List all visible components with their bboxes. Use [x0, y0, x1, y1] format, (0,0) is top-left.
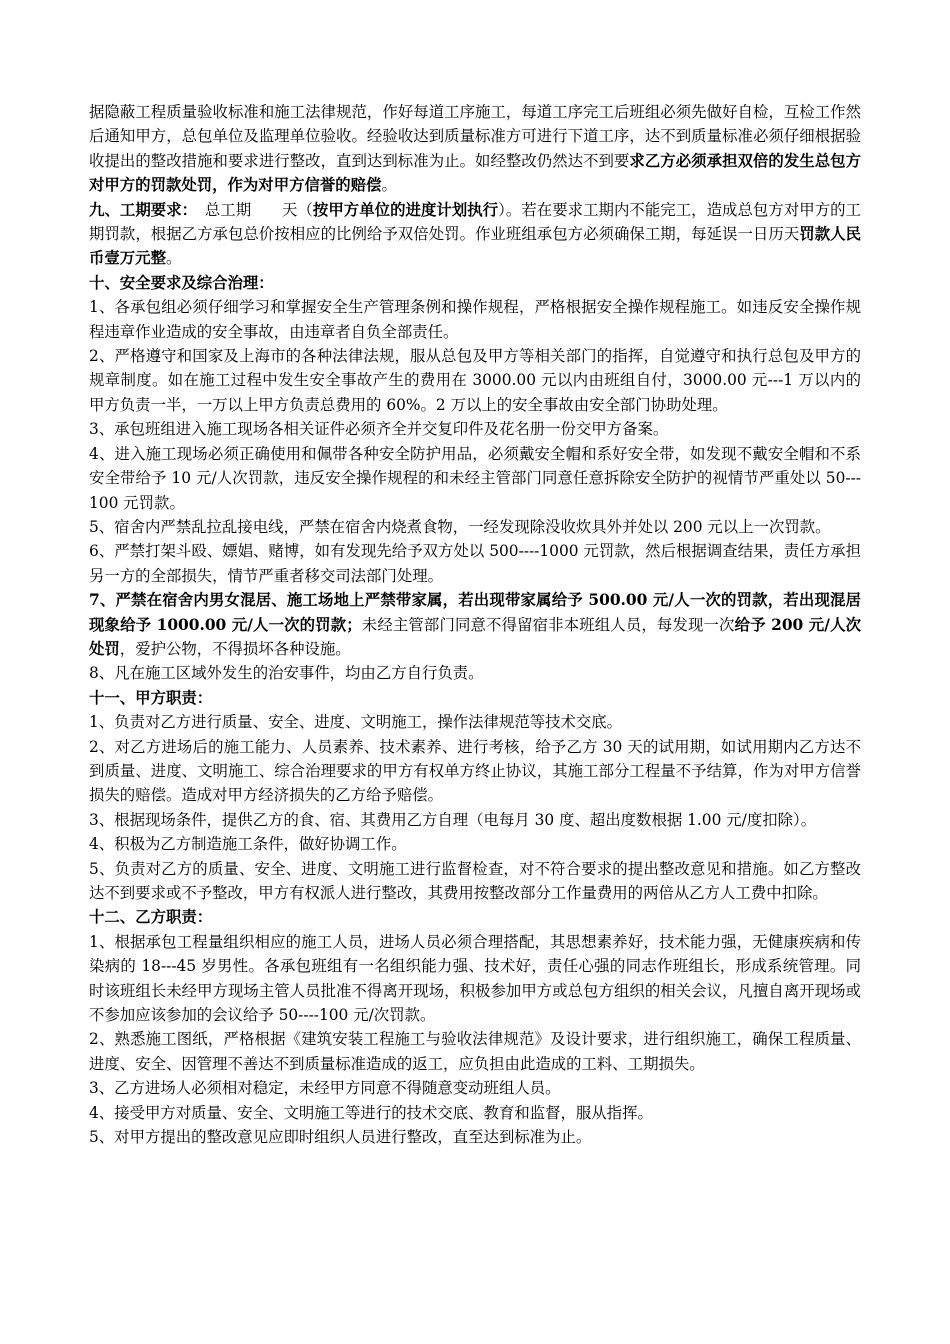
list-item: 3、承包班组进入施工现场各相关证件必须齐全并交复印件及花名册一份交甲方备案。: [89, 420, 669, 439]
paragraph-text: 总工期 天（: [189, 200, 313, 219]
list-item: 5、宿舍内严禁乱拉乱接电线，严禁在宿舍内烧煮食物，一经发现除没收炊具外并处以 200 元以上一次罚款。: [89, 517, 831, 536]
list-item: 1、负责对乙方进行质量、安全、进度、文明施工，操作法律规范等技术交底。: [89, 713, 623, 732]
list-item: 1、根据承包工程量组织相应的施工人员，进场人员必须合理搭配，其思想素养好，技术能力强，无健康疾病和传染病的 18---45 岁男性。各承包班组有一名组织能力强、技术好，责任心强的同志作班组长，形成系统管理。同时该班组长未经甲方现场主管人员批准不得离开现场，积极参加甲方或总包方组织的相关会议，凡擅自离开现场或不参加应该参加的会议给予 50----100 元/次罚款。: [89, 932, 861, 1025]
bold-text: 7、严禁在宿舍内男女混居、施工场地上严禁带家属，若出现带家属给予 500.00 元/人一次的罚款，若出现混居现象给予 1000.00 元/人一次的罚款；: [89, 591, 861, 634]
bold-text: 罚款人民币壹万元整: [89, 225, 861, 268]
bold-text: 求乙方必须承担双倍的发生总包方对甲方的罚款处罚，作为对甲方信誉的赔偿: [89, 151, 861, 195]
paragraph-text: ）。若在要求工期内不能完工，造成总包方对甲方的工期罚款，根据乙方承包总价按相应的比例给予双倍处罚。作业班组承包方必须确保工期，每延误一日历天: [89, 200, 861, 244]
paragraph-text: 。: [381, 176, 397, 195]
section-heading: 十二、乙方职责：: [89, 908, 213, 927]
list-item: 5、对甲方提出的整改意见应即时组织人员进行整改，直至达到标准为止。: [89, 1128, 592, 1147]
section-8-continuation: [89, 100, 861, 198]
paragraph-text: 未经主管部门同意不得留宿非本班组人员，每发现一次: [361, 615, 735, 634]
list-item: 6、严禁打架斗殴、嫖娼、赌博，如有发现先给予双方处以 500----1000 元罚款，然后根据调查结果，责任方承担另一方的全部损失，情节严重者移交司法部门处理。: [89, 542, 861, 585]
paragraph-text: 据隐蔽工程质量验收标准和施工法律规范，作好每道工序施工，每道工序完工后班组必须先做好自检，互检工作然后通知甲方，总包单位及监理单位验收。经验收达到质量标准方可进行下道工序，达不到质量标准必须仔细根据验收提出的整改措施和要求进行整改，直到达到标准为止。如经整改仍然达不到要: [89, 103, 861, 170]
list-item: 3、根据现场条件，提供乙方的食、宿、其费用乙方自理（电每月 30 度、超出度数根据 1.00 元/度扣除）。: [89, 810, 817, 829]
bold-text: 给予 200 元/人次处罚: [89, 615, 861, 658]
bold-text: 按甲方单位的进度计划执行: [312, 200, 499, 219]
list-item: 2、熟悉施工图纸，严格根据《建筑安装工程施工与验收法律规范》及设计要求，进行组织施工，确保工程质量、进度、安全、因管理不善达不到质量标准造成的返工，应负担由此造成的工料、工期损失。: [89, 1030, 861, 1073]
list-item: 8、凡在施工区域外发生的治安事件，均由乙方自行负责。: [89, 664, 484, 683]
section-heading: 十、安全要求及综合治理：: [89, 273, 274, 292]
list-item: 2、对乙方进场后的施工能力、人员素养、技术素养、进行考核，给予乙方 30 天的试用期，如试用期内乙方达不到质量、进度、文明施工、综合治理要求的甲方有权单方终止协议，其施工部分工程量不予结算，作为对甲方信誉损失的赔偿。造成对甲方经济损失的乙方给予赔偿。: [89, 737, 861, 805]
list-item: 2、严格遵守和国家及上海市的各种法律法规，服从总包及甲方等相关部门的指挥，自觉遵守和执行总包及甲方的规章制度。如在施工过程中发生安全事故产生的费用在 3000.00 元以内由班组自付，3000.00 元---1 万以内的甲方负责一半，一万以上甲方负责总费用的 60%。2 万以上的安全事故由安全部门协助处理。: [89, 347, 861, 414]
section-heading: 十一、甲方职责：: [89, 688, 213, 707]
list-item: 4、进入施工现场必须正确使用和佩带各种安全防护用品，必须戴安全帽和系好安全带，如发现不戴安全帽和不系安全带给予 10 元/人次罚款，违反安全操作规程的和未经主管部门同意任意拆除安全防护的视情节严重处以 50---100 元罚款。: [89, 444, 861, 512]
list-item: 4、积极为乙方制造施工条件，做好协调工作。: [89, 835, 407, 854]
section-9-schedule: [89, 198, 861, 271]
paragraph-text: ，爱护公物，不得损坏各种设施。: [119, 639, 351, 658]
paragraph-text: 。: [165, 249, 182, 268]
section-heading: 九、工期要求：: [89, 200, 190, 219]
document-page: [89, 100, 861, 1149]
list-item: 4、接受甲方对质量、安全、文明施工等进行的技术交底、教育和监督，服从指挥。: [89, 1103, 653, 1122]
list-item: [89, 588, 861, 661]
list-item: 1、各承包组必须仔细学习和掌握安全生产管理条例和操作规程，严格根据安全操作规程施工。如违反安全操作规程违章作业造成的安全事故，由违章者自负全部责任。: [89, 298, 861, 341]
list-item: 3、乙方进场人必须相对稳定，未经甲方同意不得随意变动班组人员。: [89, 1079, 561, 1098]
list-item: 5、负责对乙方的质量、安全、进度、文明施工进行监督检查，对不符合要求的提出整改意见和措施。如乙方整改达不到要求或不予整改，甲方有权派人进行整改，其费用按整改部分工作量费用的两倍从乙方人工费中扣除。: [89, 859, 861, 902]
